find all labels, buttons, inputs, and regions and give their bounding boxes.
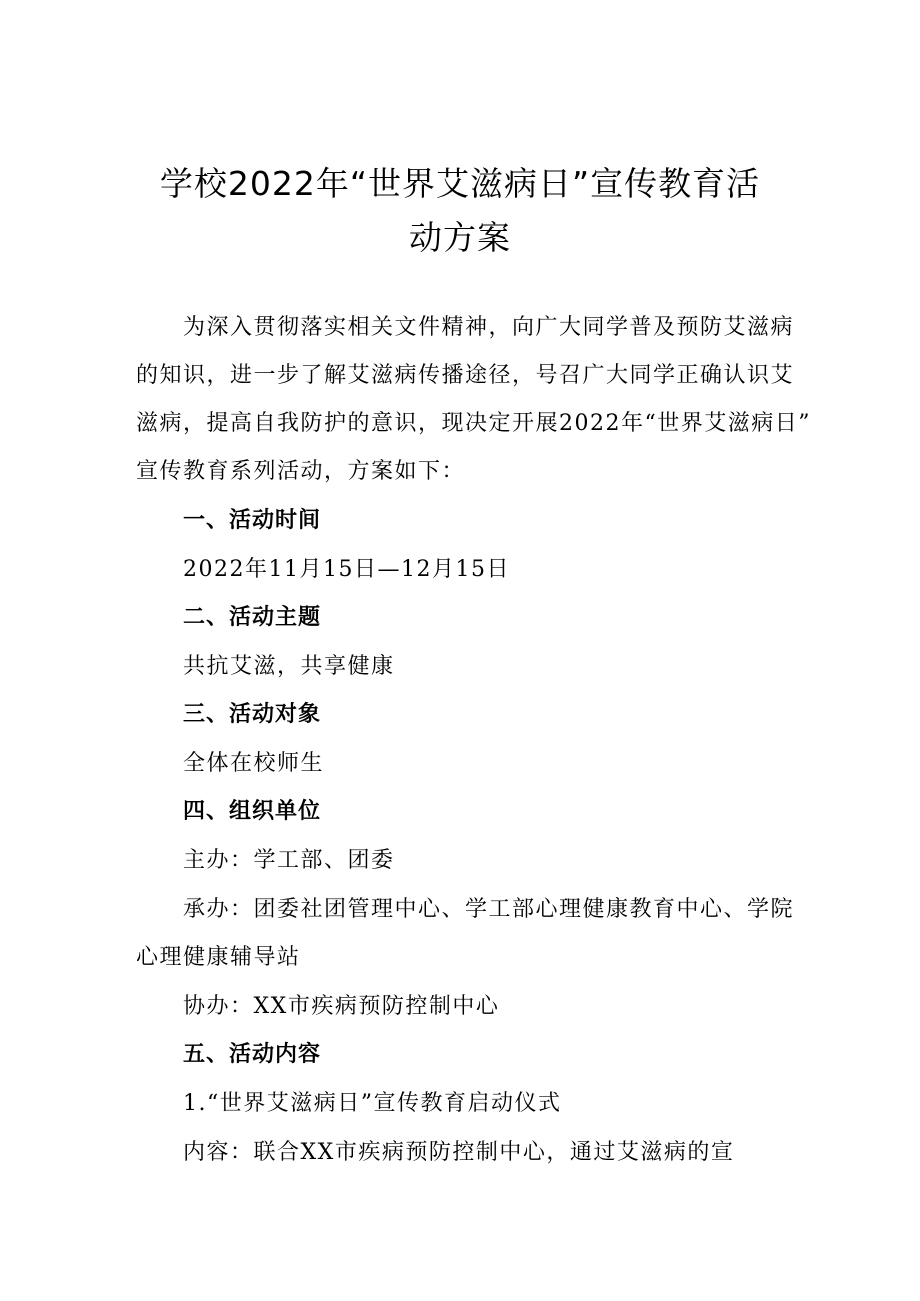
section-heading-content: 五、活动内容 [183, 1042, 322, 1067]
intro-line-3: 滋病，提高自我防护的意识，现决定开展2022年“世界艾滋病日” [136, 411, 811, 436]
intro-line-2: 的知识，进一步了解艾滋病传播途径，号召广大同学正确认识艾 [136, 363, 795, 388]
section-time-value: 2022年11月15日—12月15日 [183, 557, 510, 582]
document-title-line1: 学校2022年“世界艾滋病日”宣传教育活 [159, 164, 761, 203]
org-host: 主办：学工部、团委 [183, 848, 395, 873]
document-title-line2: 动方案 [409, 218, 511, 257]
org-assist: 协办：XX市疾病预防控制中心 [183, 994, 500, 1019]
section-theme-value: 共抗艾滋，共享健康 [183, 654, 395, 679]
org-undertake-line1: 承办：团委社团管理中心、学工部心理健康教育中心、学院 [183, 897, 795, 922]
section-heading-time: 一、活动时间 [183, 508, 322, 533]
section-heading-target: 三、活动对象 [183, 702, 322, 727]
org-undertake-line2: 心理健康辅导站 [136, 945, 301, 970]
intro-line-4: 宣传教育系列活动，方案如下： [136, 459, 466, 484]
content-item-1: 1.“世界艾滋病日”宣传教育启动仪式 [183, 1091, 562, 1116]
intro-line-1: 为深入贯彻落实相关文件精神，向广大同学普及预防艾滋病 [183, 315, 795, 340]
section-target-value: 全体在校师生 [183, 751, 325, 776]
content-item-1-desc: 内容：联合XX市疾病预防控制中心，通过艾滋病的宣 [183, 1140, 735, 1165]
section-heading-org: 四、组织单位 [183, 799, 322, 824]
section-heading-theme: 二、活动主题 [183, 605, 322, 630]
